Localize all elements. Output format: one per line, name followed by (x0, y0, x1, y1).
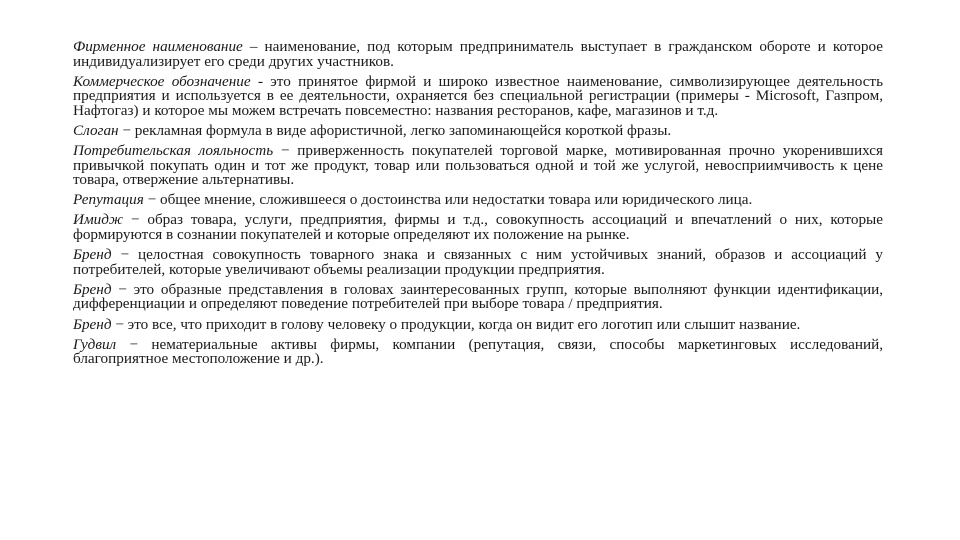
definition-term: Коммерческое обозначение (73, 72, 251, 90)
definition-goodwill (73, 335, 883, 368)
definition-term: Бренд (73, 315, 112, 333)
definition-brand-2 (73, 280, 883, 313)
definition-brand-3 (73, 315, 883, 333)
definition-text: − это образные представления в головах заинтересованных групп, которые выполняют функции идентификации, дифференциации и определяют поведение потребителей при выборе товара / предприятия. (73, 280, 883, 313)
definition-term: Потребительская лояльность (73, 142, 274, 160)
definition-text: − общее мнение, сложившееся о достоинства или недостатки товара или юридического лица. (143, 191, 753, 209)
definition-text: − образ товара, услуги, предприятия, фирмы и т.д., совокупность ассоциаций и впечатлений о них, которые формируются в сознании покупателей и которые определяют их положение на рынке. (73, 211, 883, 244)
definition-term: Фирменное наименование (73, 38, 243, 55)
definition-term: Бренд (73, 280, 112, 298)
definition-term: Бренд (73, 246, 112, 264)
definition-text: − целостная совокупность товарного знака и связанных с ним устойчивых знаний, образов и ассоциаций у потребителей, которые увеличивают объемы реализации продукции предприятия. (73, 246, 883, 278)
definition-text: − это все, что приходит в голову человеку о продукции, когда он видит его логотип или слышит название. (111, 315, 801, 333)
definition-term: Репутация (73, 191, 144, 209)
definition-slogan (73, 121, 883, 139)
definition-consumer-loyalty (73, 144, 883, 188)
definition-text: − нематериальные активы фирмы, компании (репутация, связи, способы маркетинговых исследований, благоприятное местоположение и др.). (73, 335, 883, 368)
definition-term: Гудвил (73, 335, 117, 353)
definition-term: Слоган (73, 121, 119, 139)
definition-text: – наименование, под которым предприниматель выступает в гражданском обороте и которое индивидуализирует его среди других участников. (73, 38, 884, 70)
definition-text: - это принятое фирмой и широко известное наименование, символизирующее деятельность предприятия и используется в ее деятельности, охраняется без специальной регистрации (примеры - Microsoft, Газпром, Нафтогаз) и которое мы можем встречать повсеместно: названия ресторанов, кафе, магазинов и т.д. (73, 72, 883, 119)
definition-firm-name (73, 40, 883, 69)
definition-brand-1 (73, 248, 883, 277)
definition-term: Имидж (73, 211, 124, 229)
definition-text: − приверженность покупателей торговой марке, мотивированная прочно укоренившихся привычкой покупать один и тот же продукт, товар или пользоваться одной и той же услугой, невосприимчивость к цене товара, отвержение альтернативы. (73, 142, 883, 189)
definition-commercial-designation (73, 72, 883, 119)
definition-image (73, 213, 883, 242)
definition-text: − рекламная формула в виде афористичной, легко запоминающейся короткой фразы. (118, 121, 672, 139)
definition-reputation (73, 193, 883, 208)
definitions-list (73, 40, 883, 372)
